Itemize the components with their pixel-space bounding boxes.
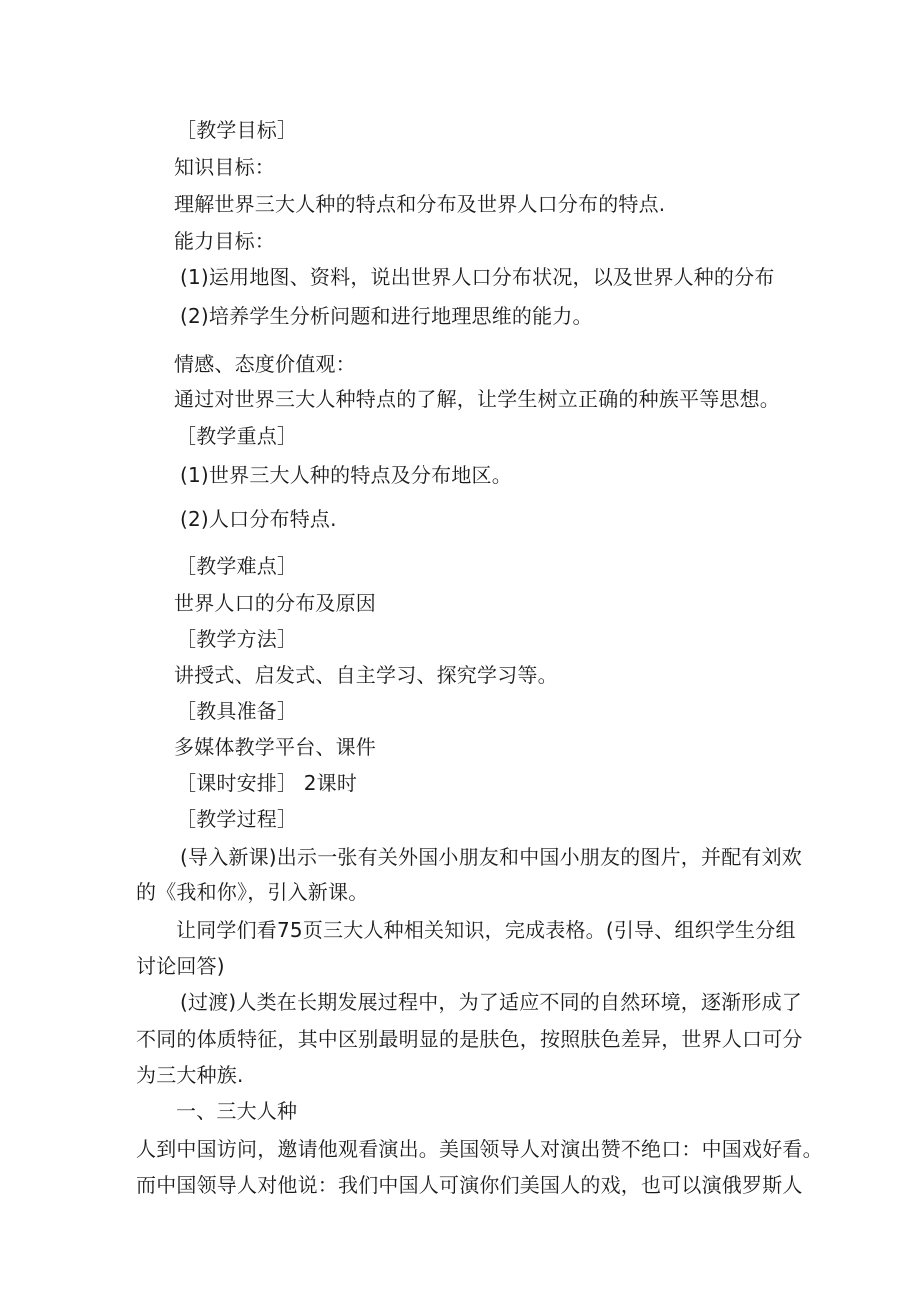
subheading-knowledge-goals: 知识目标： xyxy=(174,155,275,179)
text-difficulties: 世界人口的分布及原因 xyxy=(174,591,376,615)
text-ability-goal-2: (2)培养学生分析问题和进行地理思维的能力。 xyxy=(180,304,593,328)
text-story-line-2: 而中国领导人对他说：我们中国人可演你们美国人的戏，也可以演俄罗斯人 xyxy=(136,1173,803,1197)
text-intro-line-2: 的《我和你》，引入新课。 xyxy=(136,880,369,904)
text-task-line-2: 讨论回答) xyxy=(136,954,225,978)
text-emotion-values: 通过对世界三大人种特点的了解，让学生树立正确的种族平等思想。 xyxy=(174,387,780,411)
section-heading-difficulties: ［教学难点］ xyxy=(176,554,298,578)
text-methods: 讲授式、启发式、自主学习、探究学习等。 xyxy=(174,663,558,687)
text-transition-line-1: (过渡)人类在长期发展过程中，为了适应不同的自然环境，逐渐形成了 xyxy=(180,990,803,1014)
text-knowledge-goals: 理解世界三大人种的特点和分布及世界人口分布的特点. xyxy=(174,192,666,216)
text-transition-line-3: 为三大种族. xyxy=(136,1063,244,1087)
text-ability-goal-1: (1)运用地图、资料，说出世界人口分布状况，以及世界人种的分布 xyxy=(180,265,775,289)
section-heading-three-races: 一、三大人种 xyxy=(176,1099,298,1123)
text-transition-line-2: 不同的体质特征，其中区别最明显的是肤色，按照肤色差异，世界人口可分 xyxy=(136,1027,803,1051)
subheading-ability-goals: 能力目标： xyxy=(174,229,275,253)
text-key-point-2: (2)人口分布特点. xyxy=(180,507,337,531)
text-story-line-1: 人到中国访问，邀请他观看演出。美国领导人对演出赞不绝口：中国戏好看。 xyxy=(136,1137,823,1161)
section-heading-methods: ［教学方法］ xyxy=(176,627,298,651)
subheading-emotion-values: 情感、态度价值观： xyxy=(174,352,356,376)
section-heading-schedule: ［课时安排］ 2课时 xyxy=(176,771,358,795)
text-intro-line-1: (导入新课)出示一张有关外国小朋友和中国小朋友的图片，并配有刘欢 xyxy=(180,845,803,869)
section-heading-teaching-aids: ［教具准备］ xyxy=(176,699,298,723)
text-teaching-aids: 多媒体教学平台、课件 xyxy=(174,735,376,759)
text-task-line-1: 让同学们看75页三大人种相关知识，完成表格。(引导、组织学生分组 xyxy=(176,918,796,942)
section-heading-process: ［教学过程］ xyxy=(176,807,298,831)
section-heading-teaching-goals: ［教学目标］ xyxy=(176,118,298,142)
section-heading-key-points: ［教学重点］ xyxy=(176,424,298,448)
text-key-point-1: (1)世界三大人种的特点及分布地区。 xyxy=(180,463,512,487)
